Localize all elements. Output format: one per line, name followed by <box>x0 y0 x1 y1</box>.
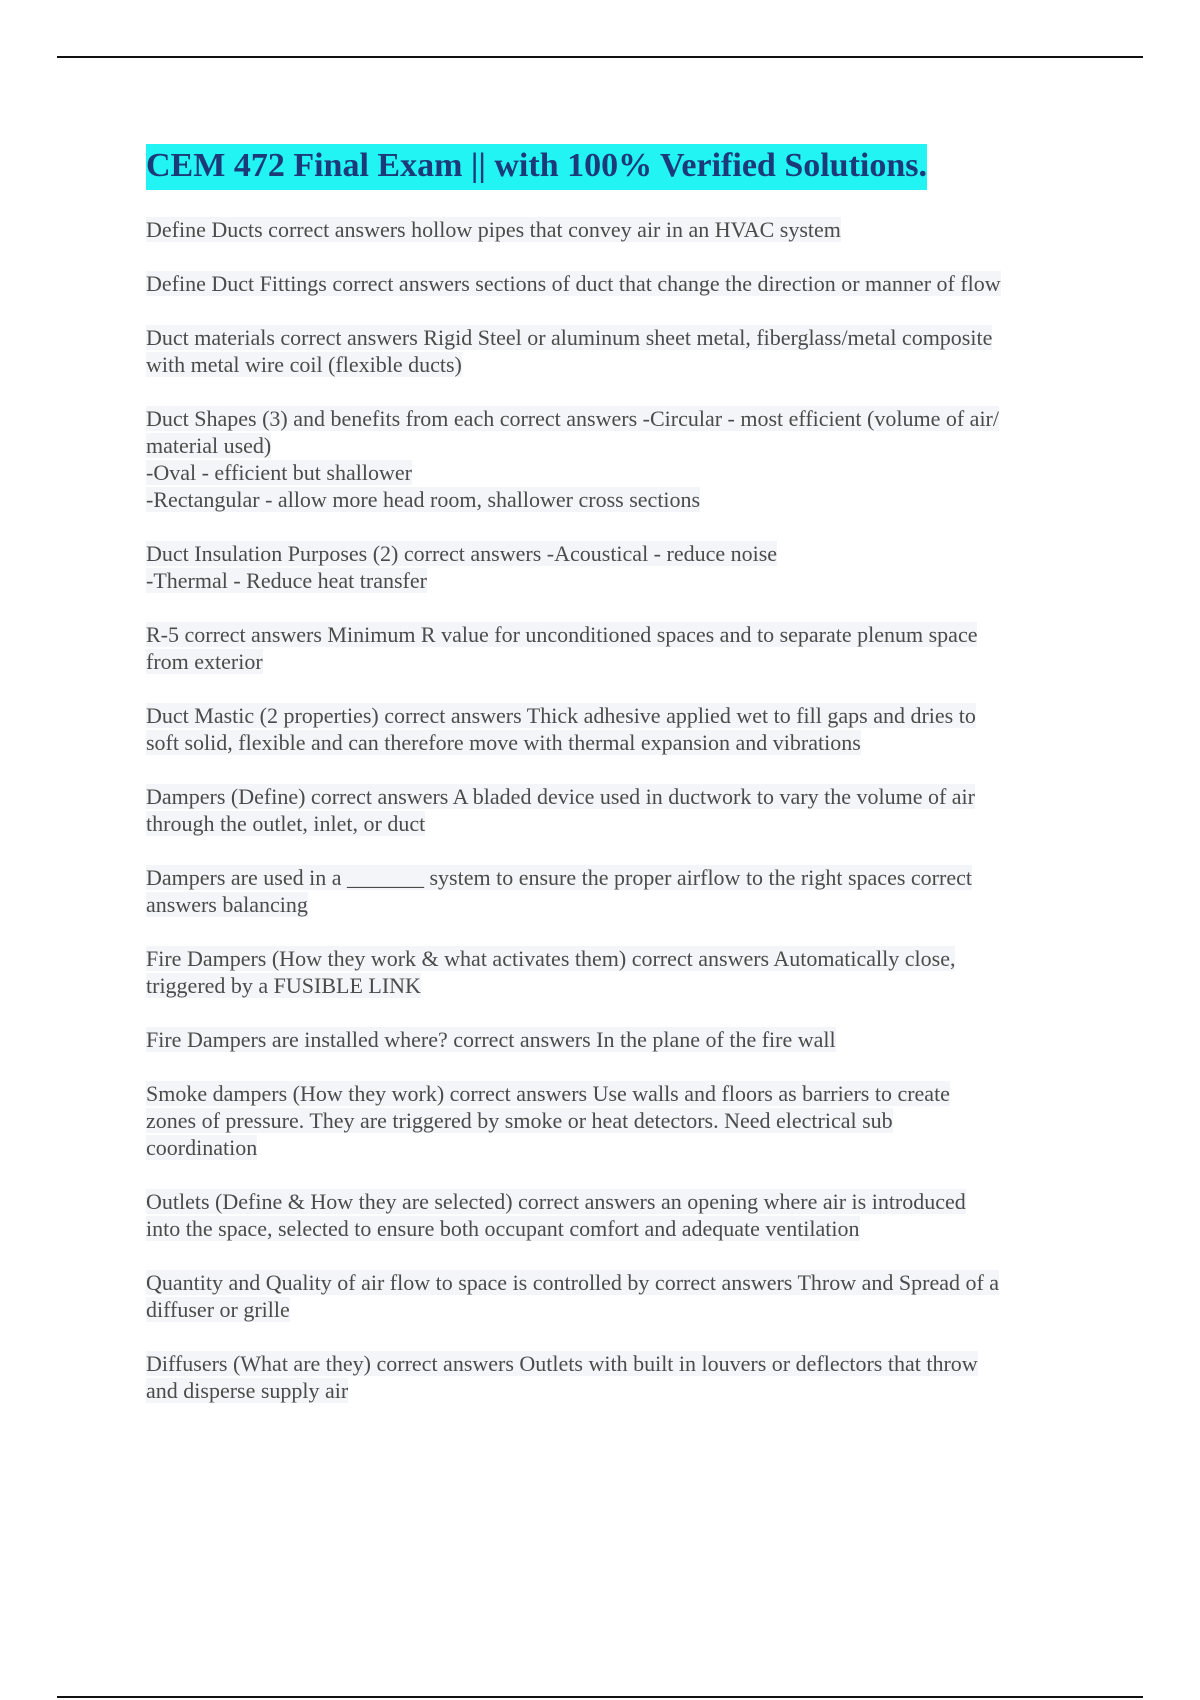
qa-item <box>146 1350 1086 1404</box>
qa-line <box>146 729 1086 756</box>
qa-line-text: Fire Dampers are installed where? correct answers In the plane of the fire wall <box>146 1027 836 1052</box>
qa-item <box>146 945 1086 999</box>
qa-item <box>146 216 1086 243</box>
qa-line <box>146 1134 1086 1161</box>
qa-line-text: Diffusers (What are they) correct answers Outlets with built in louvers or deflectors that throw <box>146 1351 978 1376</box>
qa-line-text: Outlets (Define & How they are selected) correct answers an opening where air is introduced <box>146 1189 966 1214</box>
qa-line <box>146 864 1086 891</box>
qa-line <box>146 540 1086 567</box>
qa-line-text: Duct Insulation Purposes (2) correct answers -Acoustical - reduce noise <box>146 541 778 566</box>
qa-line-text: with metal wire coil (flexible ducts) <box>146 352 462 377</box>
qa-line <box>146 702 1086 729</box>
qa-item <box>146 1269 1086 1323</box>
qa-line-text: Duct Shapes (3) and benefits from each correct answers -Circular - most efficient (volume of air/ <box>146 406 999 431</box>
qa-item <box>146 702 1086 756</box>
qa-line <box>146 891 1086 918</box>
qa-line-text: from exterior <box>146 649 263 674</box>
qa-item <box>146 783 1086 837</box>
page-title: CEM 472 Final Exam || with 100% Verified Solutions. <box>146 144 927 190</box>
top-page-rule <box>57 56 1143 58</box>
qa-line <box>146 351 1086 378</box>
qa-line-text: material used) <box>146 433 272 458</box>
qa-line <box>146 1107 1086 1134</box>
qa-item <box>146 621 1086 675</box>
qa-line-text: Define Duct Fittings correct answers sections of duct that change the direction or manner of flow <box>146 271 1001 296</box>
qa-line <box>146 405 1086 432</box>
qa-line-text: soft solid, flexible and can therefore move with thermal expansion and vibrations <box>146 730 861 755</box>
qa-line-text: triggered by a FUSIBLE LINK <box>146 973 421 998</box>
qa-line-text: -Thermal - Reduce heat transfer <box>146 568 427 593</box>
qa-item <box>146 1080 1086 1161</box>
qa-line-text: diffuser or grille <box>146 1297 290 1322</box>
qa-line <box>146 810 1086 837</box>
qa-line <box>146 324 1086 351</box>
bottom-page-rule <box>57 1696 1143 1698</box>
qa-line <box>146 1269 1086 1296</box>
qa-line <box>146 1215 1086 1242</box>
qa-item <box>146 405 1086 513</box>
qa-line <box>146 783 1086 810</box>
qa-line-text: Dampers are used in a _______ system to ensure the proper airflow to the right spaces correct <box>146 865 972 890</box>
qa-item <box>146 270 1086 297</box>
qa-line <box>146 648 1086 675</box>
qa-line <box>146 486 1086 513</box>
qa-item <box>146 324 1086 378</box>
qa-item <box>146 1188 1086 1242</box>
qa-item <box>146 864 1086 918</box>
qa-line-text: Define Ducts correct answers hollow pipes that convey air in an HVAC system <box>146 217 841 242</box>
qa-line <box>146 1026 1086 1053</box>
qa-line-text: Quantity and Quality of air flow to space is controlled by correct answers Throw and Spread of a <box>146 1270 1000 1295</box>
qa-line-text: Duct Mastic (2 properties) correct answers Thick adhesive applied wet to fill gaps and dries to <box>146 703 976 728</box>
qa-item <box>146 540 1086 594</box>
qa-line <box>146 270 1086 297</box>
qa-line <box>146 1188 1086 1215</box>
qa-line-text: into the space, selected to ensure both occupant comfort and adequate ventilation <box>146 1216 860 1241</box>
qa-line-text: Dampers (Define) correct answers A bladed device used in ductwork to vary the volume of air <box>146 784 975 809</box>
qa-line-text: -Oval - efficient but shallower <box>146 460 412 485</box>
qa-line-text: Fire Dampers (How they work & what activates them) correct answers Automatically close, <box>146 946 956 971</box>
qa-line-text: zones of pressure. They are triggered by smoke or heat detectors. Need electrical sub <box>146 1108 893 1133</box>
question-answer-list <box>146 216 1086 1404</box>
qa-line <box>146 621 1086 648</box>
qa-line <box>146 216 1086 243</box>
qa-line <box>146 1080 1086 1107</box>
qa-line <box>146 1296 1086 1323</box>
document-body <box>146 144 1086 1431</box>
qa-item <box>146 1026 1086 1053</box>
qa-line-text: Smoke dampers (How they work) correct answers Use walls and floors as barriers to create <box>146 1081 950 1106</box>
qa-line-text: -Rectangular - allow more head room, shallower cross sections <box>146 487 701 512</box>
qa-line-text: through the outlet, inlet, or duct <box>146 811 426 836</box>
qa-line <box>146 1377 1086 1404</box>
qa-line <box>146 1350 1086 1377</box>
qa-line-text: R-5 correct answers Minimum R value for unconditioned spaces and to separate plenum space <box>146 622 978 647</box>
qa-line <box>146 972 1086 999</box>
qa-line <box>146 432 1086 459</box>
qa-line <box>146 459 1086 486</box>
qa-line-text: and disperse supply air <box>146 1378 349 1403</box>
qa-line <box>146 567 1086 594</box>
qa-line-text: answers balancing <box>146 892 308 917</box>
qa-line <box>146 945 1086 972</box>
qa-line-text: Duct materials correct answers Rigid Steel or aluminum sheet metal, fiberglass/metal composite <box>146 325 993 350</box>
qa-line-text: coordination <box>146 1135 258 1160</box>
